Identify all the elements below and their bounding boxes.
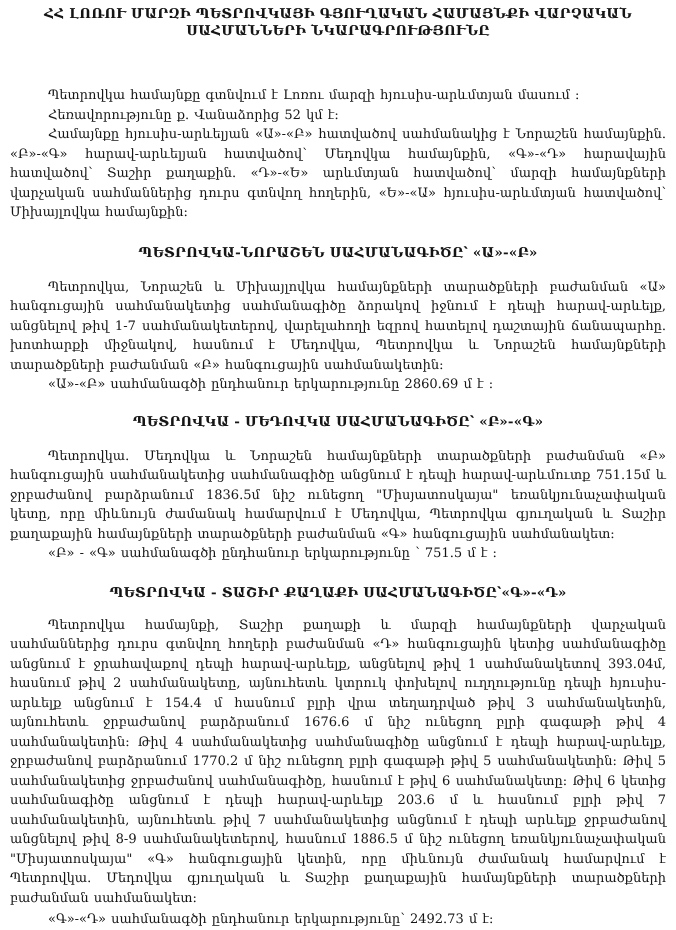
section-heading-g-d: ՊԵՏՐՈՎԿԱ - ՏԱՇԻՐ ՔԱՂԱՔԻ ՍԱՀՄԱՆԱԳԻԾԸ՝«Գ»-«Դ» — [109, 584, 567, 601]
section-length-b-g: «Բ» - «Գ» սահմանագծի ընդհանուր երկարությունը ՝ 751.5 մ է : — [48, 546, 497, 561]
section-petrovka-medovka — [10, 414, 666, 564]
section-body-g-d: Պետրովկա համայնքի, Տաշիր քաղաքի և մարզի համայնքների վարչական սահմաններից դուրս գտնվող հողերի բաժանման «Դ» հանգուցային կետից սահմանագիծը անցնում է ջրահավաքով դեպի հարավ-արևելք, անցնելով թիվ 1 սահմանակետով 393.04մ, հասնում թիվ 2 սահմանակետը, այնուհետև կտրուկ փոխելով ուղղությունը դեպի հյուսիս-արևելք անցնում է 154.4 մ հասնում բլրի վրա տեղադրված թիվ 3 սահմանակետին, այնուհետև ջրբաժանով բարձրանում 1676.6 մ նիշ ունեցող բլրի գագաթի թիվ 4 սահմանակետին: Թիվ 4 սահմանակետից սահմանագիծը անցնում է դեպի հարավ-արևելք, ջրբաժանով բարձրանում 1770.2 մ նիշ ունեցող բլրի գագաթի թիվ 5 սահմանակետին: Թիվ 5 սահմանակետից ջրբաժանով սահմանագիծը, հասնում է թիվ 6 սահմանակետը: Թիվ 6 կետից սահմանագիծը անցնում է դեպի հարավ-արևելք 203.6 մ և հասնում բլրի թիվ 7 սահմանակետին, այնուհետև թիվ 7 սահմանակետից անցնում է դեպի արևելք ջրբաժանով անցնելով թիվ 8-9 սահմանակետերով, հասնում 1886.5 մ նիշ ունեցող եռանկյունաչափական "Միսյատոսկայա" «Գ» հանգուցային կետին, որը միևնույն ժամանակ համարվում է Պետրովկա. Մեդովկա գյուղական և Տաշիր քաղաքային համայնքների տարածքների բաժանման սահմանակետ: — [10, 617, 666, 906]
section-petrovka-norashen — [10, 245, 666, 395]
section-length-g-d: «Գ»-«Դ» սահմանագծի ընդհանուր երկարությունը՝ 2492.73 մ է: — [48, 912, 494, 927]
intro-block — [10, 86, 666, 223]
intro-distance-line: Հեռավորությունը ք. Վանաձորից 52 կմ է: — [48, 107, 339, 123]
section-heading-a-b: ՊԵՏՐՈՎԿԱ-ՆՈՐԱՇԵՆ ՍԱՀՄԱՆԱԳԻԾԸ՝ «Ա»-«Բ» — [138, 244, 538, 261]
document-title — [10, 6, 666, 40]
intro-boundary-overview-paragraph: Համայնքը հյուսիս-արևելյան «Ա»-«Բ» հատվածով սահմանակից է Նորաշեն համայնքին. «Բ»-«Գ» հարավ-արևելյան հատվածով՝ Մեդովկա համայնքին, «Գ»-«Դ» հարավային հատվածով՝ Տաշիր քաղաքին. «Դ»-«Ե» արևմտյան հատվածով՝ մարզի համայնքների վարչական սահմաններից դուրս գտնվող հողերին, «Ե»-«Ա» հյուսիս-արևմտյան հատվածով՝ Միխայլովկա համայնքին: — [10, 127, 666, 220]
section-body-b-g: Պետրովկա. Մեդովկա և Նորաշեն համայնքների տարածքների բաժանման «Բ» հանգուցային սահմանակետից սահմանագիծը անցնում է դեպի հարավ-արևմուտք 751.15մ և ջրբաժանով բարձրանում 1836.5մ նիշ ունեցող "Միսյատոսկայա" եռանկյունաչափական կետը, որը միևնույն ժամանակ համարվում է Մեդովկա, Պետրովկա գյուղական և Տաշիր քաղաքային համայնքների տարածքների բաժանման «Գ» հանգուցային սահմանակետ: — [10, 448, 666, 542]
section-heading-b-g: ՊԵՏՐՈՎԿԱ - ՄԵԴՈՎԿԱ ՍԱՀՄԱՆԱԳԻԾԸ՝ «Բ»-«Գ» — [132, 413, 544, 430]
document-title-line-1: ՀՀ ԼՈՌՈՒ ՄԱՐԶԻ ՊԵՏՐՈՎԿԱՅԻ ԳՅՈՒՂԱԿԱՆ ՀԱՄԱՅՆՔԻ ՎԱՐՉԱԿԱՆ — [44, 6, 632, 22]
document-title-line-2: ՍԱՀՄԱՆՆԵՐԻ ՆԿԱՐԱԳՐՈՒԹՅՈՒՆԸ — [186, 23, 490, 39]
section-length-a-b: «Ա»-«Բ» սահմանագծի ընդհանուր երկարությունը 2860.69 մ է : — [48, 377, 494, 392]
section-body-a-b: Պետրովկա, Նորաշեն և Միխայլովկա համայնքների տարածքների բաժանման «Ա» հանգուցային սահմանակետից սահմանագիծը ձորակով իջնում է դեպի հարավ-արևելք, անցնելով թիվ 1-7 սահմանակետերով, վարելահողի եզրով հատելով դաշտային ճանապարհը. խոտհարքի միջնակով, հասնում է Մեդովկա, Պետրովկա և Նորաշեն համայնքների տարածքների բաժանման «Բ» հանգուցային սահմանակետին: — [10, 279, 666, 373]
section-petrovka-tashir — [10, 585, 666, 930]
intro-location-line: Պետրովկա համայնքը գտնվում է Լոռու մարզի հյուսիս-արևմտյան մասում : — [48, 88, 580, 103]
